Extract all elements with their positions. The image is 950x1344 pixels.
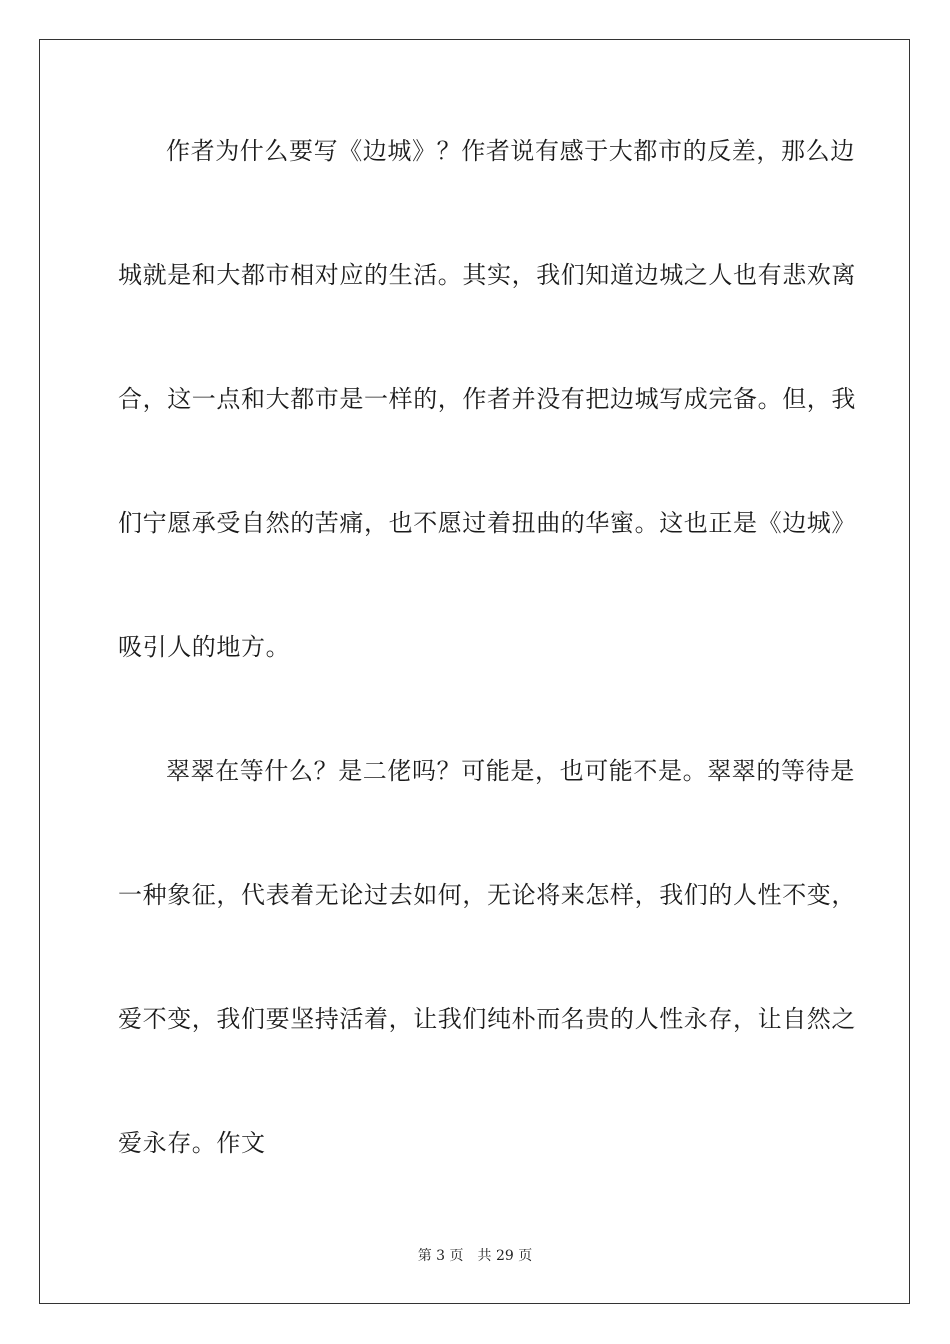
paragraph-2-line-3: 爱不变，我们要坚持活着，让我们纯朴而名贵的人性永存，让自然之 xyxy=(118,1005,856,1033)
paragraph-2-line-2: 一种象征，代表着无论过去如何，无论将来怎样，我们的人性不变， xyxy=(118,881,856,909)
page-border xyxy=(39,39,910,1304)
page-total: 共 29 页 xyxy=(477,1248,533,1264)
paragraph-1-line-4: 们宁愿承受自然的苦痛，也不愿过着扭曲的华蜜。这也正是《边城》 xyxy=(118,509,856,537)
paragraph-2-line-4: 爱永存。作文 xyxy=(118,1129,266,1157)
page-footer xyxy=(0,1247,950,1265)
paragraph-1-line-3: 合，这一点和大都市是一样的，作者并没有把边城写成完备。但，我 xyxy=(118,385,856,413)
paragraph-2-line-1: 翠翠在等什么？是二佬吗？可能是，也可能不是。翠翠的等待是 xyxy=(166,757,855,785)
paragraph-1-line-2: 城就是和大都市相对应的生活。其实，我们知道边城之人也有悲欢离 xyxy=(118,261,856,289)
paragraph-1-line-5: 吸引人的地方。 xyxy=(118,633,291,661)
page-number: 第 3 页 xyxy=(417,1248,464,1264)
paragraph-1-line-1: 作者为什么要写《边城》？作者说有感于大都市的反差，那么边 xyxy=(166,137,855,165)
